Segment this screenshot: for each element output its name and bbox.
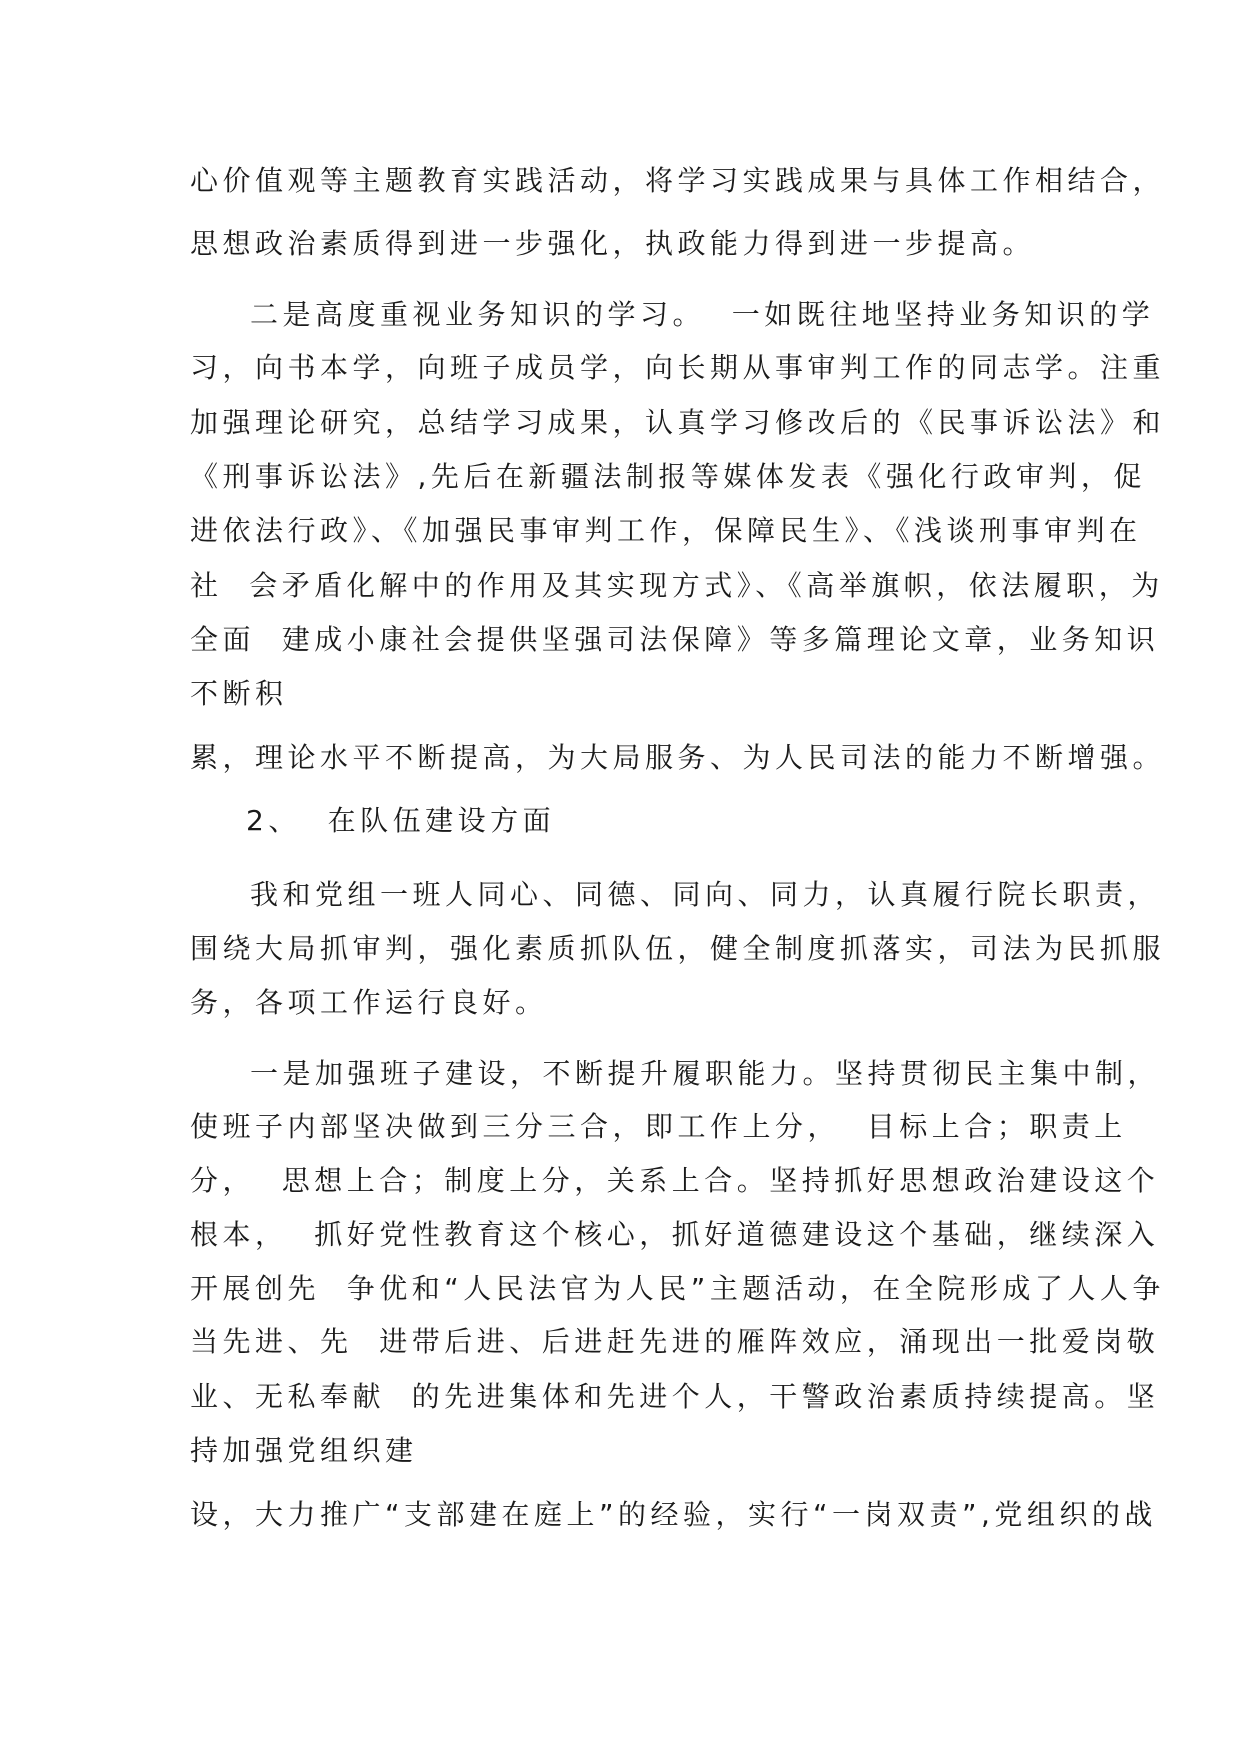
text-line: 分， 思想上合；制度上分，关系上合。坚持抓好思想政治建设这个: [190, 1164, 1160, 1197]
text-line: 加强理论研究，总结学习成果，认真学习修改后的《民事诉讼法》和: [190, 406, 1166, 439]
text-line: 累，理论水平不断提高，为大局服务、为人民司法的能力不断增强。: [190, 741, 1166, 774]
text-line: 习，向书本学，向班子成员学，向长期从事审判工作的同志学。注重: [190, 351, 1166, 384]
text-line: 业、无私奉献 的先进集体和先进个人，干警政治素质持续提高。坚: [190, 1380, 1160, 1413]
text-line: 不断积: [190, 677, 288, 710]
paragraph-first-line: 一是加强班子建设，不断提升履职能力。坚持贯彻民主集中制，: [250, 1057, 1161, 1090]
paragraph-first-line: 二是高度重视业务知识的学习。 一如既往地坚持业务知识的学: [250, 298, 1155, 331]
text-line: 全面 建成小康社会提供坚强司法保障》等多篇理论文章，业务知识: [190, 623, 1160, 656]
text-line: 使班子内部坚决做到三分三合，即工作上分， 目标上合；职责上: [190, 1110, 1127, 1143]
text-line: 设，大力推广“支部建在庭上”的经验，实行“一岗双责”,党组织的战: [190, 1498, 1157, 1531]
text-line: 进依法行政》、《加强民事审判工作，保障民生》、《浅谈刑事审判在: [190, 514, 1142, 547]
text-line: 《刑事诉讼法》,先后在新疆法制报等媒体发表《强化行政审判，促: [190, 460, 1146, 493]
paragraph-first-line: 我和党组一班人同心、同德、同向、同力，认真履行院长职责，: [250, 878, 1161, 911]
text-line: 社 会矛盾化解中的作用及其实现方式》、《高举旗帜，依法履职，为: [190, 569, 1164, 602]
text-line: 思想政治素质得到进一步强化，执政能力得到进一步提高。: [190, 227, 1036, 260]
text-line: 根本， 抓好党性教育这个核心，抓好道德建设这个基础，继续深入: [190, 1218, 1160, 1251]
text-line: 持加强党组织建: [190, 1434, 418, 1467]
text-line: 务，各项工作运行良好。: [190, 986, 548, 1019]
text-line: 当先进、先 进带后进、后进赶先进的雁阵效应，涌现出一批爱岗敬: [190, 1325, 1160, 1358]
section-heading: 2、 在队伍建设方面: [246, 804, 556, 837]
text-line: 心价值观等主题教育实践活动，将学习实践成果与具体工作相结合，: [190, 164, 1166, 197]
text-line: 开展创先 争优和“人民法官为人民”主题活动，在全院形成了人人争: [190, 1272, 1165, 1305]
text-line: 围绕大局抓审判，强化素质抓队伍，健全制度抓落实，司法为民抓服: [190, 932, 1166, 965]
